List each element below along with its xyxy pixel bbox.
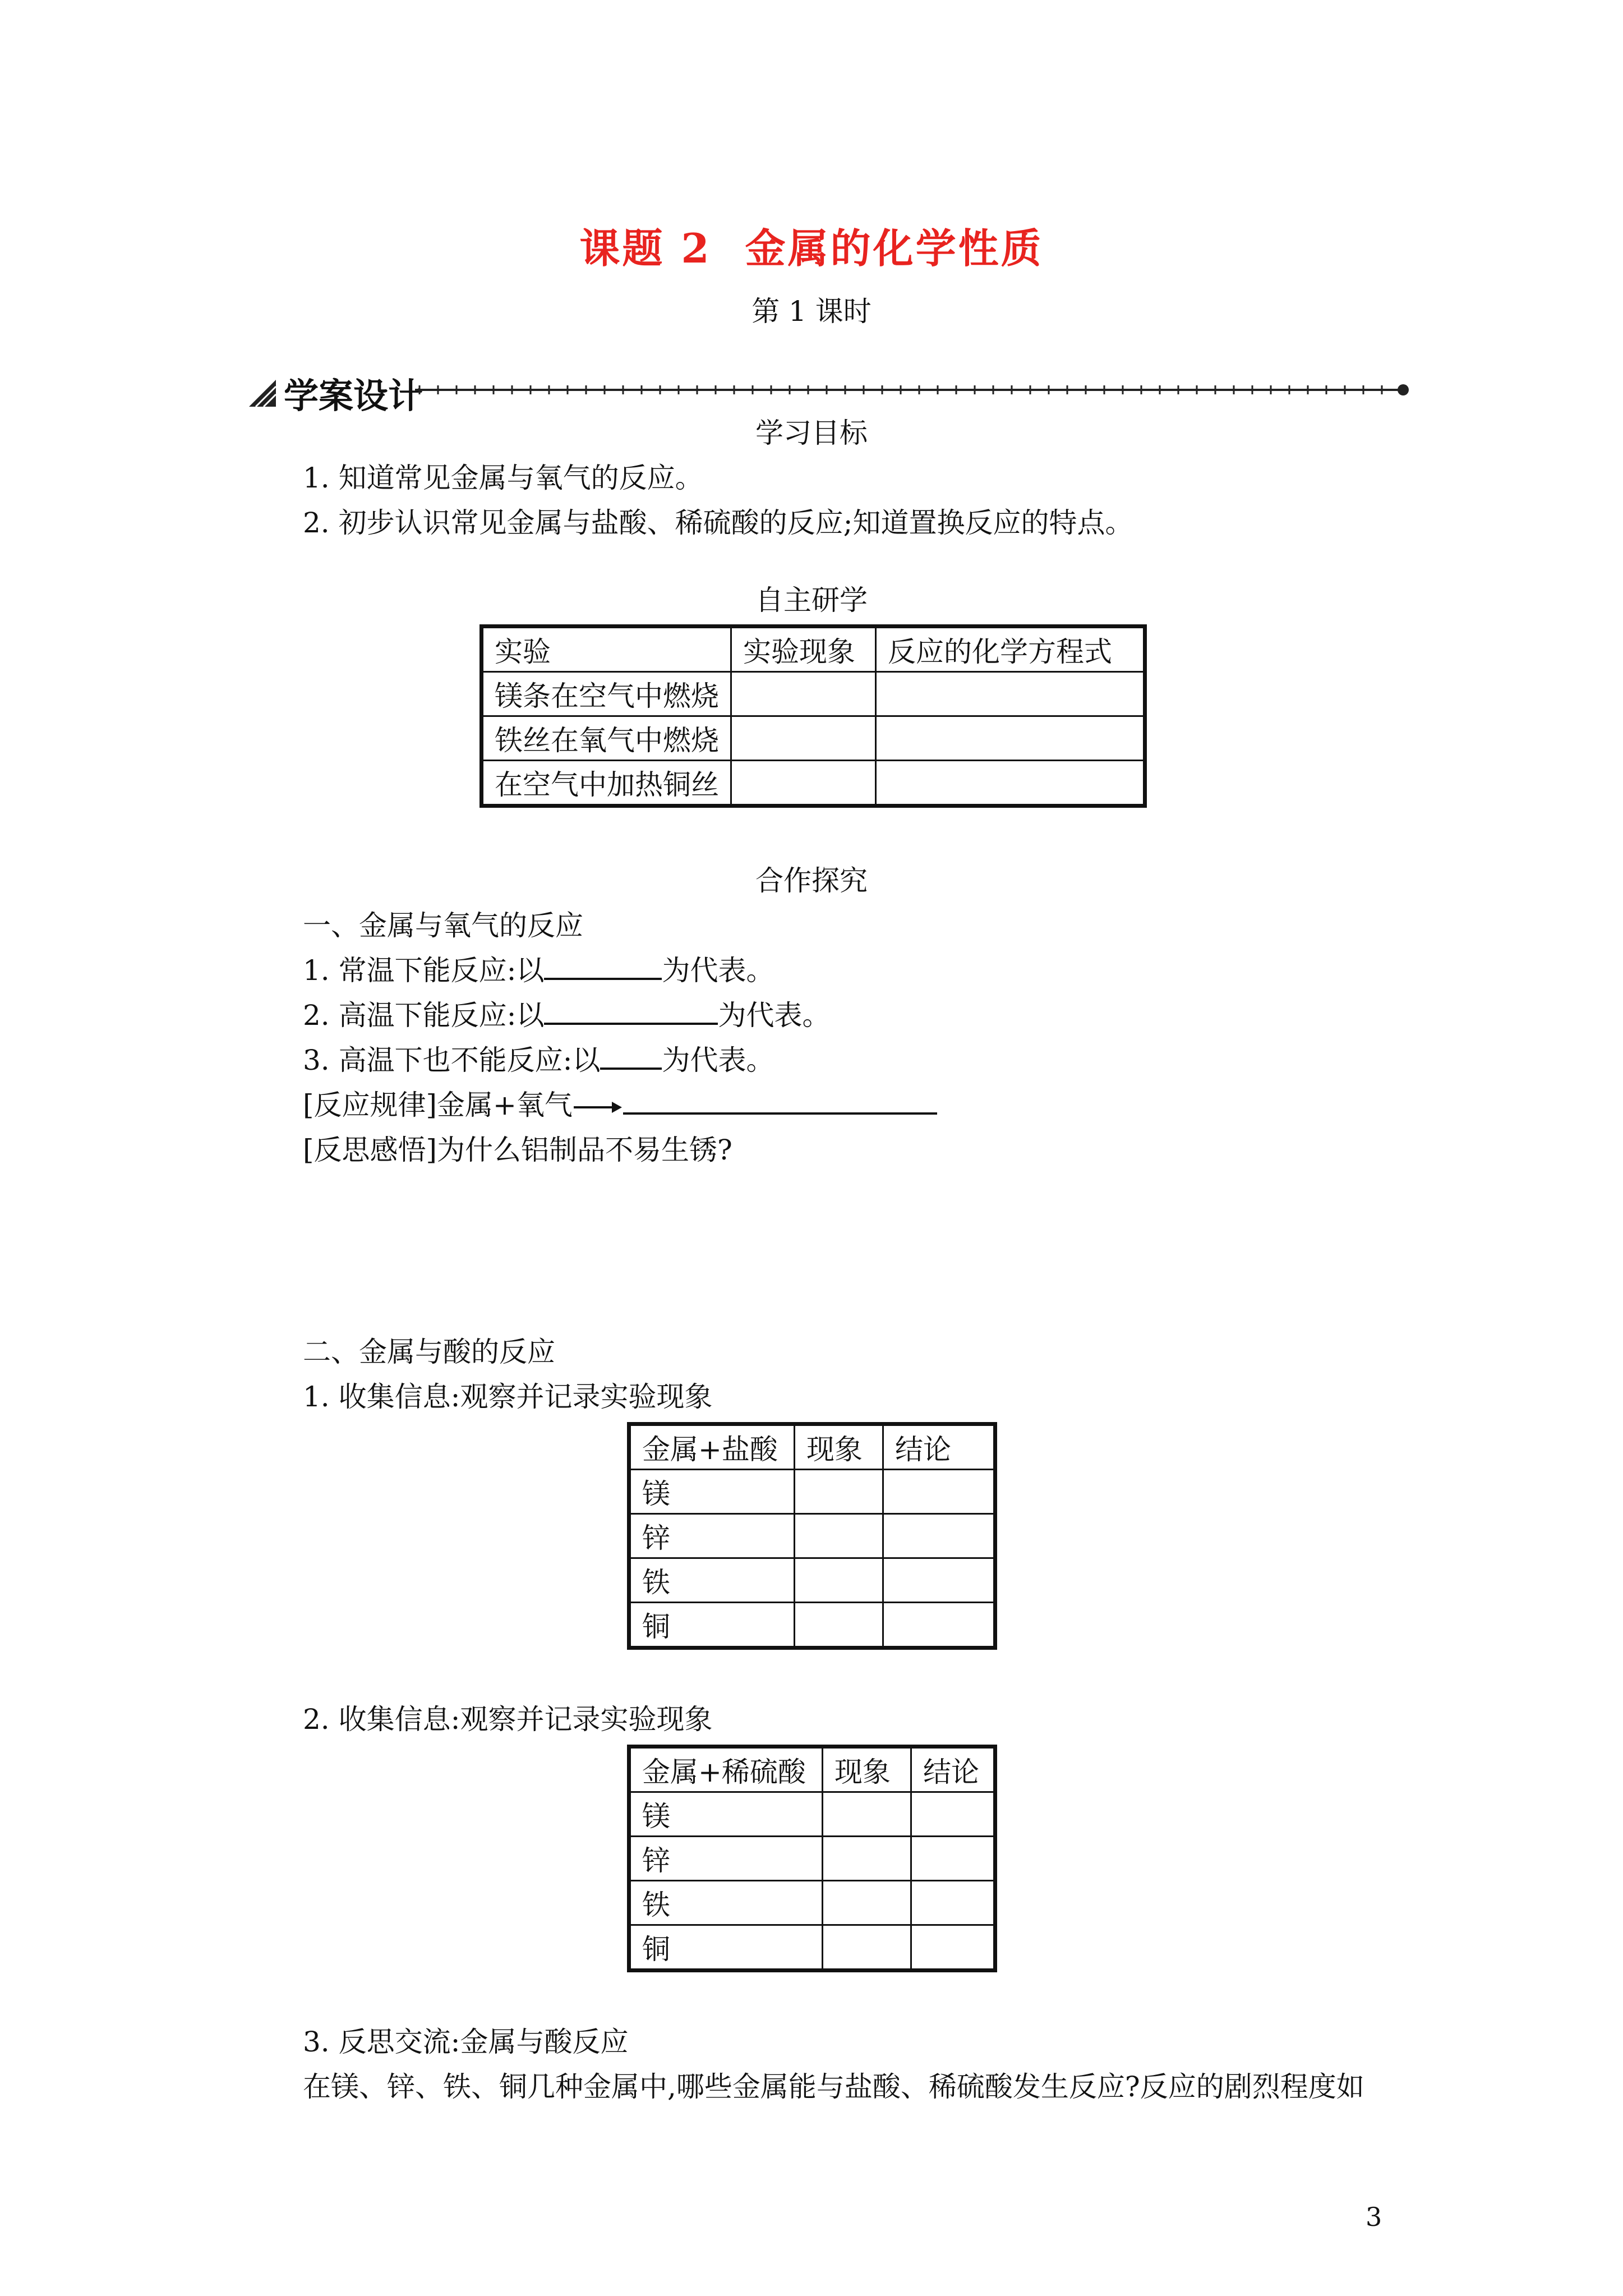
- table-cell: 铜: [629, 1925, 823, 1971]
- self-study-heading: 自主研学: [755, 584, 868, 616]
- goal-item-2: 2. 初步认识常见金属与盐酸、稀硫酸的反应;知道置换反应的特点。: [303, 507, 1133, 539]
- table-header-row: [629, 1747, 995, 1792]
- table-cell: 在空气中加热铜丝: [482, 761, 731, 806]
- table-cell: 铜: [629, 1603, 795, 1648]
- answer-cell[interactable]: [883, 1603, 995, 1648]
- answer-cell[interactable]: [795, 1558, 883, 1603]
- goal-item-1: 1. 知道常见金属与氧气的反应。: [303, 462, 703, 494]
- table-cell: 铁: [629, 1881, 823, 1925]
- section-label-text: 学案设计: [284, 375, 423, 416]
- goals-heading: 学习目标: [755, 417, 868, 449]
- answer-cell[interactable]: [876, 761, 1145, 806]
- answer-cell[interactable]: [876, 716, 1145, 761]
- lesson-number: 课题 2: [579, 224, 712, 272]
- page-subtitle: 第 1 课时: [751, 295, 872, 328]
- table-header-cell: 反应的化学方程式: [876, 627, 1145, 672]
- answer-cell[interactable]: [911, 1881, 995, 1925]
- table-row: [629, 1792, 995, 1837]
- reaction-rule-text: [反应规律]金属+氧气: [303, 1089, 573, 1121]
- coop-heading: 合作探究: [755, 864, 868, 897]
- part1-title: 一、金属与氧气的反应: [303, 909, 583, 942]
- part1-item-2-post: 为代表。: [718, 999, 831, 1032]
- table-cell: 镁条在空气中燃烧: [482, 672, 731, 716]
- table-row: [629, 1925, 995, 1971]
- table-header-row: [482, 627, 1145, 672]
- page-number: 3: [1366, 2202, 1382, 2232]
- self-study-table: [479, 624, 1147, 808]
- table-row: [629, 1470, 995, 1514]
- answer-cell[interactable]: [911, 1837, 995, 1881]
- table-header-cell: 金属+盐酸: [629, 1424, 795, 1470]
- table-header-row: [629, 1424, 995, 1470]
- answer-cell[interactable]: [911, 1925, 995, 1971]
- answer-blank[interactable]: [544, 953, 662, 980]
- answer-blank[interactable]: [600, 1043, 662, 1070]
- table-header-cell: 现象: [795, 1424, 883, 1470]
- answer-cell[interactable]: [795, 1514, 883, 1558]
- table-row: [482, 761, 1145, 806]
- table-cell: 锌: [629, 1514, 795, 1558]
- part2-item-2: 2. 收集信息:观察并记录实验现象: [303, 1703, 713, 1736]
- table-row: [629, 1603, 995, 1648]
- table-row: [629, 1837, 995, 1881]
- answer-cell[interactable]: [883, 1514, 995, 1558]
- table-header-cell: 实验现象: [731, 627, 876, 672]
- table-header-cell: 现象: [823, 1747, 911, 1792]
- part1-item-1-pre: 1. 常温下能反应:以: [303, 954, 545, 987]
- section-divider: [415, 381, 1413, 398]
- arrow-icon: [573, 1096, 623, 1119]
- part2-question: 在镁、锌、铁、铜几种金属中,哪些金属能与盐酸、稀硫酸发生反应?反应的剧烈程度如: [303, 2070, 1364, 2103]
- table-cell: 铁: [629, 1558, 795, 1603]
- reflection-question: [反思感悟]为什么铝制品不易生锈?: [303, 1134, 732, 1166]
- answer-cell[interactable]: [731, 672, 876, 716]
- lesson-topic: 金属的化学性质: [745, 224, 1044, 272]
- answer-cell[interactable]: [795, 1470, 883, 1514]
- answer-cell[interactable]: [823, 1837, 911, 1881]
- answer-blank[interactable]: [623, 1088, 937, 1115]
- answer-cell[interactable]: [731, 716, 876, 761]
- answer-blank[interactable]: [544, 998, 718, 1025]
- table-header-cell: 金属+稀硫酸: [629, 1747, 823, 1792]
- part1-item-2: [303, 993, 830, 1033]
- part1-item-1-post: 为代表。: [662, 954, 774, 987]
- table-row: [629, 1558, 995, 1603]
- answer-cell[interactable]: [731, 761, 876, 806]
- h2so4-table: [627, 1745, 997, 1972]
- answer-cell[interactable]: [883, 1558, 995, 1603]
- answer-cell[interactable]: [883, 1470, 995, 1514]
- part1-item-1: [303, 948, 774, 988]
- table-cell: 镁: [629, 1792, 823, 1837]
- table-row: [482, 672, 1145, 716]
- table-cell: 镁: [629, 1470, 795, 1514]
- answer-cell[interactable]: [795, 1603, 883, 1648]
- hcl-table: [627, 1422, 997, 1650]
- part2-title: 二、金属与酸的反应: [303, 1336, 555, 1368]
- table-row: [629, 1881, 995, 1925]
- part1-item-2-pre: 2. 高温下能反应:以: [303, 999, 545, 1032]
- part2-item-3: 3. 反思交流:金属与酸反应: [303, 2026, 629, 2058]
- wedge-icon: [247, 378, 278, 409]
- table-cell: 锌: [629, 1837, 823, 1881]
- answer-cell[interactable]: [876, 672, 1145, 716]
- table-cell: 铁丝在氧气中燃烧: [482, 716, 731, 761]
- table-row: [482, 716, 1145, 761]
- reaction-rule: [303, 1083, 937, 1123]
- part2-item-1: 1. 收集信息:观察并记录实验现象: [303, 1381, 713, 1413]
- table-row: [629, 1514, 995, 1558]
- table-header-cell: 实验: [482, 627, 731, 672]
- table-header-cell: 结论: [883, 1424, 995, 1470]
- part1-item-3: [303, 1038, 774, 1078]
- page-title: [0, 216, 1623, 274]
- table-header-cell: 结论: [911, 1747, 995, 1792]
- answer-cell[interactable]: [823, 1925, 911, 1971]
- answer-cell[interactable]: [823, 1792, 911, 1837]
- answer-cell[interactable]: [823, 1881, 911, 1925]
- answer-cell[interactable]: [911, 1792, 995, 1837]
- part1-item-3-post: 为代表。: [662, 1044, 774, 1076]
- part1-item-3-pre: 3. 高温下也不能反应:以: [303, 1044, 601, 1076]
